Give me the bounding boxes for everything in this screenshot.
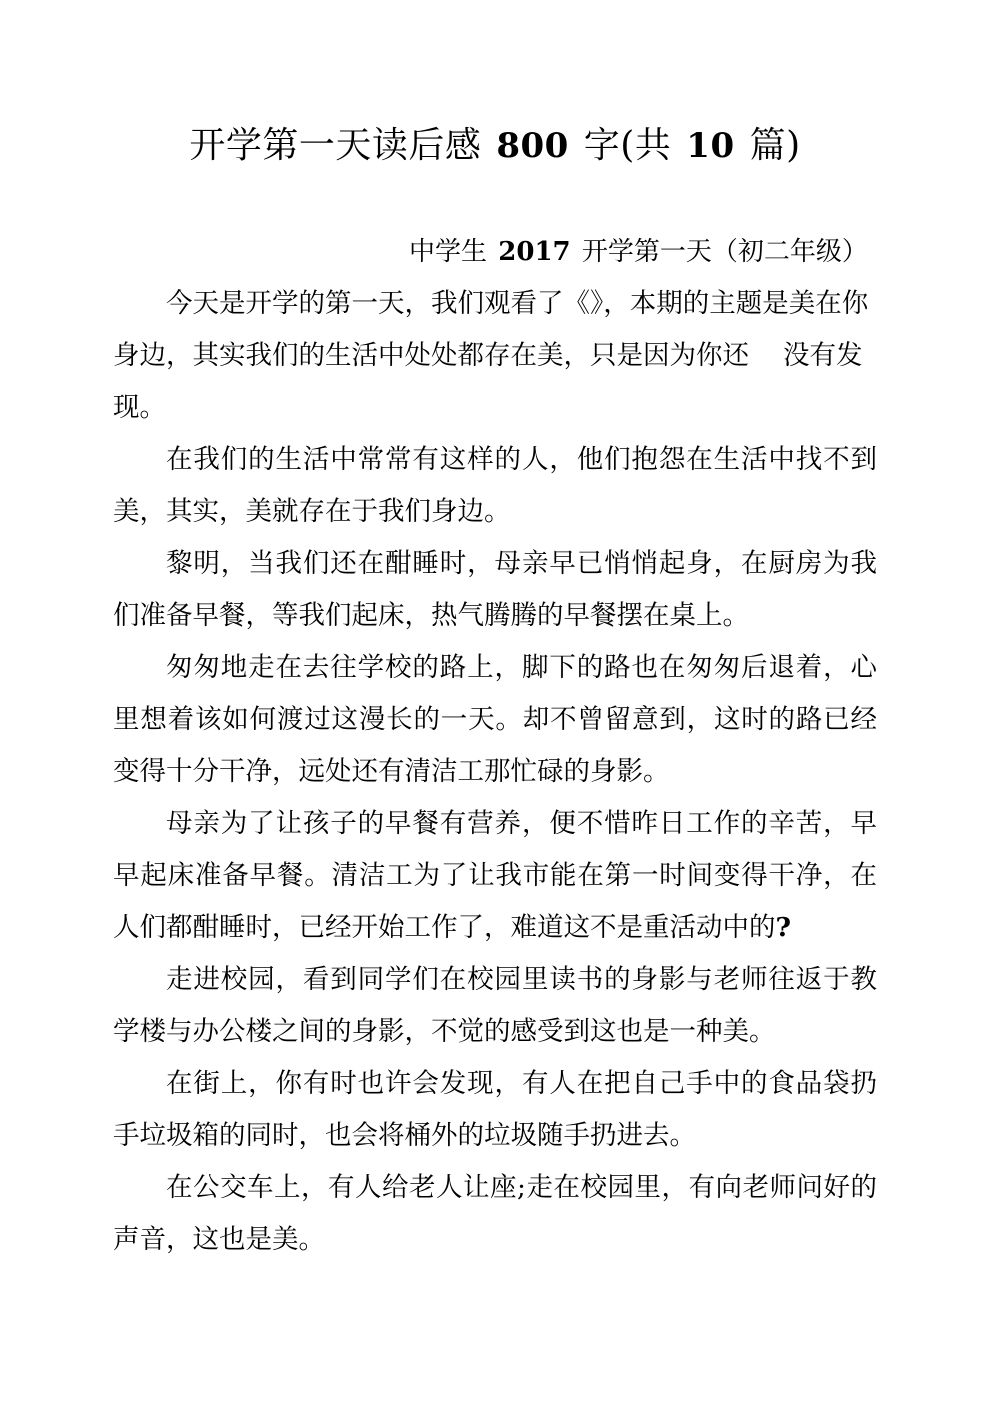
paragraph-5-question-mark: ?: [775, 912, 792, 943]
byline-tail: 开学第一天（初二年级）: [581, 237, 868, 267]
page-title: [113, 0, 877, 164]
title-lead: 开学第一天读后感: [189, 125, 482, 166]
byline: [113, 226, 877, 278]
byline-year: 2017: [498, 237, 571, 267]
paragraph-5-text: 母亲为了让孩子的早餐有营养，便不惜昨日工作的辛苦，早早起床准备早餐。清洁工为了让我市能在第一时间变得干净，在人们都酣睡时，已经开始工作了，难道这不是重活动中的: [113, 808, 877, 943]
paragraph-1-line-2-before: 身边，其实我们的生活中处处都存在美，只是因为你还: [113, 340, 749, 371]
title-word-count: 800: [496, 126, 569, 166]
paragraph-1-line-2: [113, 330, 877, 382]
paragraph-1-line-3: 现。: [113, 392, 166, 423]
paragraph-2: 在我们的生活中常常有这样的人，他们抱怨在生活中找不到美，其实，美就存在于我们身边。: [113, 444, 877, 527]
paragraph-4: 匆匆地走在去往学校的路上，脚下的路也在匆匆后退着，心里想着该如何渡过这漫长的一天。却不曾留意到，这时的路已经变得十分干净，远处还有清洁工那忙碌的身影。: [113, 652, 877, 787]
paragraph-1-line-1: 今天是开学的第一天，我们观看了《》，本期的主题是美在你: [166, 288, 869, 319]
document-content: [113, 0, 877, 1266]
title-piece-count: 10: [686, 126, 735, 166]
paragraph-8: 在公交车上，有人给老人让座;走在校园里，有向老师问好的声音，这也是美。: [113, 1172, 877, 1255]
paragraph-6: 走进校园，看到同学们在校园里读书的身影与老师往返于教学楼与办公楼之间的身影，不觉的感受到这也是一种美。: [113, 964, 877, 1047]
paragraph-1-line-2-after: 没有发: [783, 340, 863, 371]
paragraph-5: [113, 798, 877, 954]
title-tail: 篇): [749, 125, 801, 166]
byline-lead: 中学生: [409, 237, 488, 267]
paragraph-7: 在街上，你有时也许会发现，有人在把自己手中的食品袋扔手垃圾箱的同时，也会将桶外的垃圾随手扔进去。: [113, 1068, 877, 1151]
title-middle: 字(共: [583, 125, 672, 166]
paragraph-3: 黎明，当我们还在酣睡时，母亲早已悄悄起身，在厨房为我们准备早餐，等我们起床，热气腾腾的早餐摆在桌上。: [113, 548, 877, 631]
